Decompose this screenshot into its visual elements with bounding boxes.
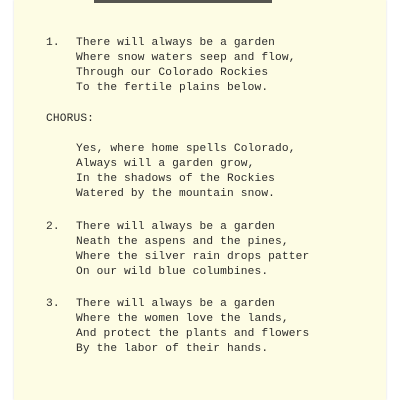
- verse-2-line-4: On our wild blue columbines.: [76, 266, 269, 278]
- verse-2-line-2: Neath the aspens and the pines,: [76, 236, 289, 248]
- chorus-line-1: Yes, where home spells Colorado,: [76, 143, 296, 155]
- verse-1-line-1: There will always be a garden: [76, 37, 276, 49]
- verse-1-line-3: Through our Colorado Rockies: [76, 67, 269, 79]
- chorus-line-3: In the shadows of the Rockies: [76, 173, 276, 185]
- verse-2-line-1: There will always be a garden: [76, 221, 276, 233]
- verse-3-line-1: There will always be a garden: [76, 298, 276, 310]
- verse-2-line-3: Where the silver rain drops patter: [76, 251, 310, 263]
- verse-3-number: 3.: [46, 298, 60, 310]
- chorus-line-4: Watered by the mountain snow.: [76, 188, 276, 200]
- verse-1-line-4: To the fertile plains below.: [76, 82, 269, 94]
- verse-3-line-4: By the labor of their hands.: [76, 343, 269, 355]
- verse-2-number: 2.: [46, 221, 60, 233]
- verse-3-line-2: Where the women love the lands,: [76, 313, 289, 325]
- chorus-label: CHORUS:: [46, 113, 95, 125]
- verse-1-line-2: Where snow waters seep and flow,: [76, 52, 296, 64]
- chorus-line-2: Always will a garden grow,: [76, 158, 255, 170]
- song-lyrics: [14, 0, 386, 400]
- typed-page: [14, 0, 386, 400]
- verse-3-line-3: And protect the plants and flowers: [76, 328, 310, 340]
- verse-1-number: 1.: [46, 37, 60, 49]
